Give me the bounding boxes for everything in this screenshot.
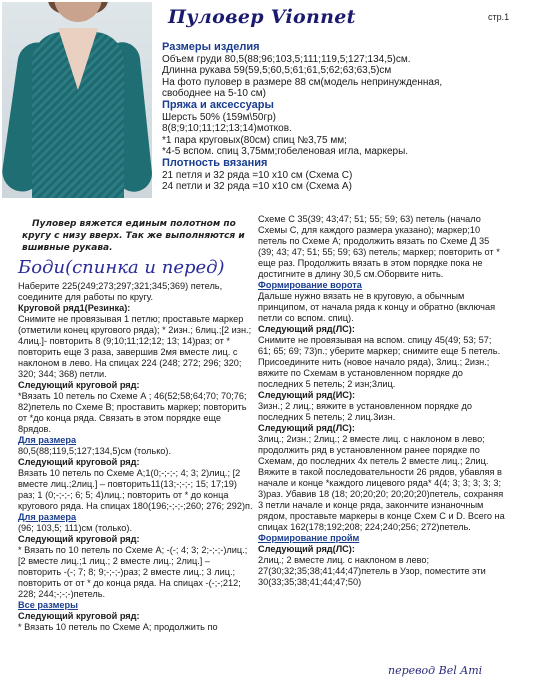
paragraph: 80,5(88;119,5;127;134,5)см (только). [18,446,172,456]
paragraph: (96; 103,5; 111)см (только). [18,523,133,533]
sizes-line: свободнее на 5-10 см) [162,88,266,100]
page-number: стр.1 [488,12,510,22]
paragraph: Наберите 225(249;273;297;321;345;369) петель, соедините для работы по кругу. [18,281,223,302]
density-heading: Плотность вязания [162,156,268,169]
paragraph: Снимите не провязывая 1 петлю; проставьте маркер (отметили конец кругового ряда); * 2изн.; 6лиц.;[2 изн.; 4лиц.]- повторить 8 (9;10;11;12;12; 13; 14)раз; от * повторить еще 3 раза, завершив 2мя вместе лиц. с наклоном в лево. На спицах 224 (248; 272; 296; 320; 320; 344; 368) петли. [18,314,252,379]
section-title-body: Боди(спинка и перед) [18,257,225,278]
subheading: Следующий круговой ряд: [18,611,140,621]
subheading: Для размера [18,435,77,445]
subheading: Следующий круговой ряд: [18,534,140,544]
subheading: Следующий ряд(ЛС): [258,324,355,334]
subheading: Следующий ряд(ЛС): [258,544,355,554]
subheading: Все размеры [18,600,78,610]
paragraph: * Вязать 10 петель по Схеме А; продолжить по [18,622,218,632]
intro-note: Пуловер вяжется единым полотном по кругу с низу вверх. Так же выполняются и вшивные рукава. [22,219,245,253]
subheading: Формирование ворота [258,280,362,290]
yarn-line: *4-5 вспом. спиц 3,75мм;гобеленовая игла, маркеры. [162,146,409,158]
page-title: Пуловер Vionnet [168,6,356,28]
paragraph: Дальше нужно вязать не в круговую, а обычным принципом, от начала ряда к концу и обратно (включая петли со вспом. спиц). [258,291,496,323]
subheading: Следующий ряд(ЛС): [258,423,355,433]
subheading: Следующий круговой ряд: [18,380,140,390]
v-neck [58,28,98,90]
subheading: Следующий ряд(ИС): [258,390,356,400]
yarn-line: 8(8;9;10;11;12;13;14)мотков. [162,123,292,135]
left-column [18,281,254,633]
yarn-heading: Пряжа и аксессуары [162,98,274,111]
sizes-line: На фото пуловер в размере 88 см(модель непринужденная, [162,76,443,88]
paragraph: Вязать 10 петель по Схеме А;1(0;-;-;-; 4; 3; 2)лиц.; [2 вместе лиц.;2лиц.] – повторить11(13;-;-;-; 15; 17;19) раз; 1 (0;-;-;-; 6; 5; 4)лиц.; повторить от * до конца кругового ряда. На спицах 180(196;-;-;-;260; 276; 292)п. [18,468,253,511]
density-line: 21 петля и 32 ряда =10 х10 см (Схема С) [162,169,353,181]
sizes-line: Объем груди 80,5(88;96;103,5;111;119,5;127;134,5)см. [162,53,411,65]
paragraph: 3лиц.; 2изн.; 2лиц.; 2 вместе лиц. с наклоном в лево; продолжить ряд в установленном ранее порядке по Схемам, до последних 4х петель 2 вместе лиц.; 2лиц. [258,434,489,466]
subheading: Формирование пройм [258,533,360,543]
paragraph: 2лиц.; 2 вместе лиц. с наклоном в лево; 27(30;32;35;38;41;44;47)петель в Узор, поместите эти 30(33;35;38;41;44;47;50) [258,555,486,587]
subheading: Круговой ряд1(Резинка): [18,303,131,313]
sweater-photo [2,2,152,198]
paragraph: Присоедините нить (новое начало ряда), 3лиц.; 2изн.; вяжите по Схемам в установленном порядке до последних 5 петель; 2 изн;3лиц. [258,357,490,389]
subheading: Следующий круговой ряд: [18,457,140,467]
sizes-heading: Размеры изделия [162,41,260,53]
paragraph: Вяжите в такой последовательности 26 рядов, убавляя в начале и конце *каждого лицевого ряда* 4(4; 3; 3; 3; 3; 3; 3)раз. Убавив 18 (18; 20;20;20; 20;20;20)петель, сохраняя 3 петли начале и конце ряда, закончите изнаночным рядом, проставьте маркеры в конце Схем С и D. Всего на спицах 162(178;192;208; 224;240;256; 272)петель. [258,467,505,532]
subheading: Для размера [18,512,77,522]
sizes-line: Длинна рукава 59(59,5;60,5;61;61,5;62;63;63,5)см [162,65,392,77]
yarn-line: Шерсть 50% (159м\50гр) [162,111,276,123]
paragraph: * Вязать по 10 петель по Схеме А; -(-; 4; 3; 2;-;-;-)лиц.;[2 вместе лиц.;1 лиц.; 2 вместе лиц.; 2лиц.] – повторить -(-; 7; 8; 9;-;-;-)раз; 2 вместе лиц.; 3 лиц.; повторить от от * до конца ряда. На спицах -(-;-;212; 228; 244;-;-;-)петель. [18,545,248,599]
model-head [54,2,102,22]
paragraph: Снимите не провязывая на вспом. спицу 45(49; 53; 57; 61; 65; 69; 73)п.; уберите маркер; снимите еще 5 петель. [258,335,501,356]
yarn-line: *1 пара круговых(80см) спиц №3,75 мм; [162,134,347,146]
paragraph: *Вязать 10 петель по Схеме А ; 46(52;58;64;70; 70;76; 82)петель по Схеме В; проставить маркер; повторить от *до конца ряда. Связать в этом порядке еще 8рядов. [18,391,247,434]
density-line: 24 петли и 32 ряда =10 х10 см (Схема А) [162,181,352,193]
right-column [258,214,505,588]
paragraph: 3изн.; 2 лиц.; вяжите в установленном порядке до последних 5 петель; 2 лиц.3изн. [258,401,472,422]
paragraph: Схеме С 35(39; 43;47; 51; 55; 59; 63) петель (начало Схемы С, для каждого размера указано); маркер;10 петель по Схеме А; продолжить вязать по Схеме Д 35 (39; 43; 47; 51; 55; 59; 63) петель; маркер; повторить от * еще раз. Продолжить вязать в этом порядке пока не достигните в длину 30,5 см.Оборвите нить. [258,214,500,279]
translator-credit: перевод Bel Ami [388,664,483,677]
header-specs [162,42,502,193]
